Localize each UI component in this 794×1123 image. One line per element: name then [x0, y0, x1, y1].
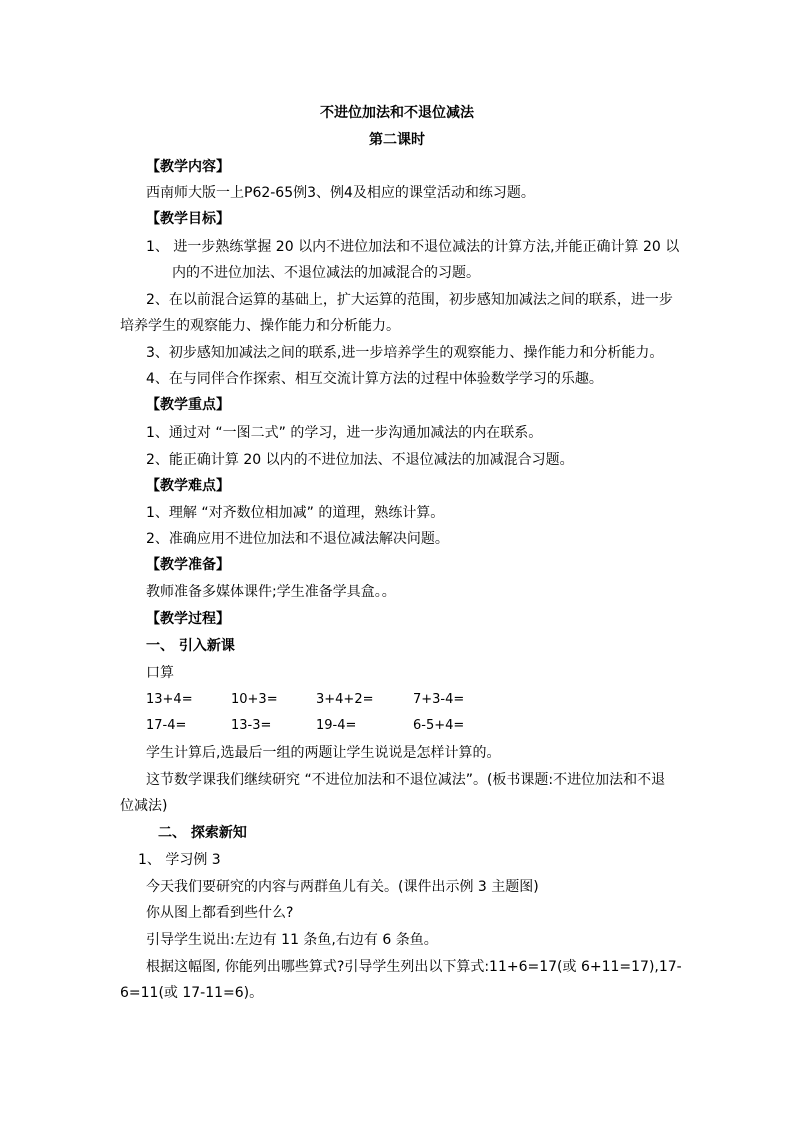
paragraph-6-line-1: 根据这幅图, 你能列出哪些算式?引导学生列出以下算式:11+6=17(或 6+11=17),17-	[146, 959, 682, 975]
calc-item: 19-4=	[316, 718, 357, 733]
difficulty-2: 2、准确应用不进位加法和不退位减法解决问题。	[146, 531, 449, 547]
doc-subtitle: 第二课时	[369, 132, 425, 148]
goal-4: 4、在与同伴合作探索、相互交流计算方法的过程中体验数学学习的乐趣。	[146, 371, 603, 387]
section-2-heading: 二、 探索新知	[158, 825, 247, 841]
oral-calc-label: 口算	[146, 665, 174, 681]
calc-item: 10+3=	[231, 692, 278, 707]
goal-2-line-1: 2、在以前混合运算的基础上，扩大运算的范围，初步感知加减法之间的联系，进一步	[146, 292, 673, 308]
difficulty-1: 1、理解 “对齐数位相加减” 的道理，熟练计算。	[146, 505, 445, 521]
calc-item: 17-4=	[146, 718, 187, 733]
content-text: 西南师大版一上P62-65例3、例4及相应的课堂活动和练习题。	[146, 185, 535, 201]
goal-3: 3、初步感知加减法之间的联系,进一步培养学生的观察能力、操作能力和分析能力。	[146, 345, 664, 361]
paragraph-5: 引导学生说出:左边有 11 条鱼,右边有 6 条鱼。	[146, 932, 438, 948]
calc-item: 3+4+2=	[316, 692, 374, 707]
goal-1-line-1: 1、 进一步熟练掌握 20 以内不进位加法和不退位减法的计算方法,并能正确计算 20 以	[146, 239, 680, 255]
study-example-3: 1、 学习例 3	[138, 852, 221, 868]
heading-goals: 【教学目标】	[146, 211, 230, 227]
paragraph-2-line-2: 位减法)	[120, 798, 168, 814]
calc-item: 13+4=	[146, 692, 193, 707]
paragraph-4: 你从图上都看到些什么?	[146, 905, 294, 921]
calc-item: 7+3-4=	[413, 692, 465, 707]
preparation-text: 教师准备多媒体课件;学生准备学具盒。。	[146, 584, 396, 600]
paragraph-1: 学生计算后,选最后一组的两题让学生说说是怎样计算的。	[146, 745, 501, 761]
doc-title: 不进位加法和不退位减法	[320, 105, 474, 121]
calc-item: 13-3=	[231, 718, 272, 733]
paragraph-3: 今天我们要研究的内容与两群鱼儿有关。(课件出示例 3 主题图)	[146, 879, 539, 895]
paragraph-6-line-2: 6=11(或 17-11=6)。	[120, 985, 264, 1001]
key-point-2: 2、能正确计算 20 以内的不进位加法、不退位减法的加减混合习题。	[146, 452, 574, 468]
heading-preparation: 【教学准备】	[146, 557, 230, 573]
calc-item: 6-5+4=	[413, 718, 465, 733]
heading-difficulties: 【教学难点】	[146, 478, 230, 494]
heading-key-points: 【教学重点】	[146, 397, 230, 413]
heading-process: 【教学过程】	[146, 611, 230, 627]
paragraph-2-line-1: 这节数学课我们继续研究 “不进位加法和不退位减法”。(板书课题:不进位加法和不退	[146, 772, 666, 788]
goal-1-line-2: 内的不进位加法、不退位减法的加减混合的习题。	[172, 265, 480, 281]
goal-2-line-2: 培养学生的观察能力、操作能力和分析能力。	[120, 318, 400, 334]
section-1-heading: 一、 引入新课	[146, 638, 235, 654]
key-point-1: 1、通过对 “一图二式” 的学习，进一步沟通加减法的内在联系。	[146, 425, 543, 441]
heading-content: 【教学内容】	[146, 159, 230, 175]
